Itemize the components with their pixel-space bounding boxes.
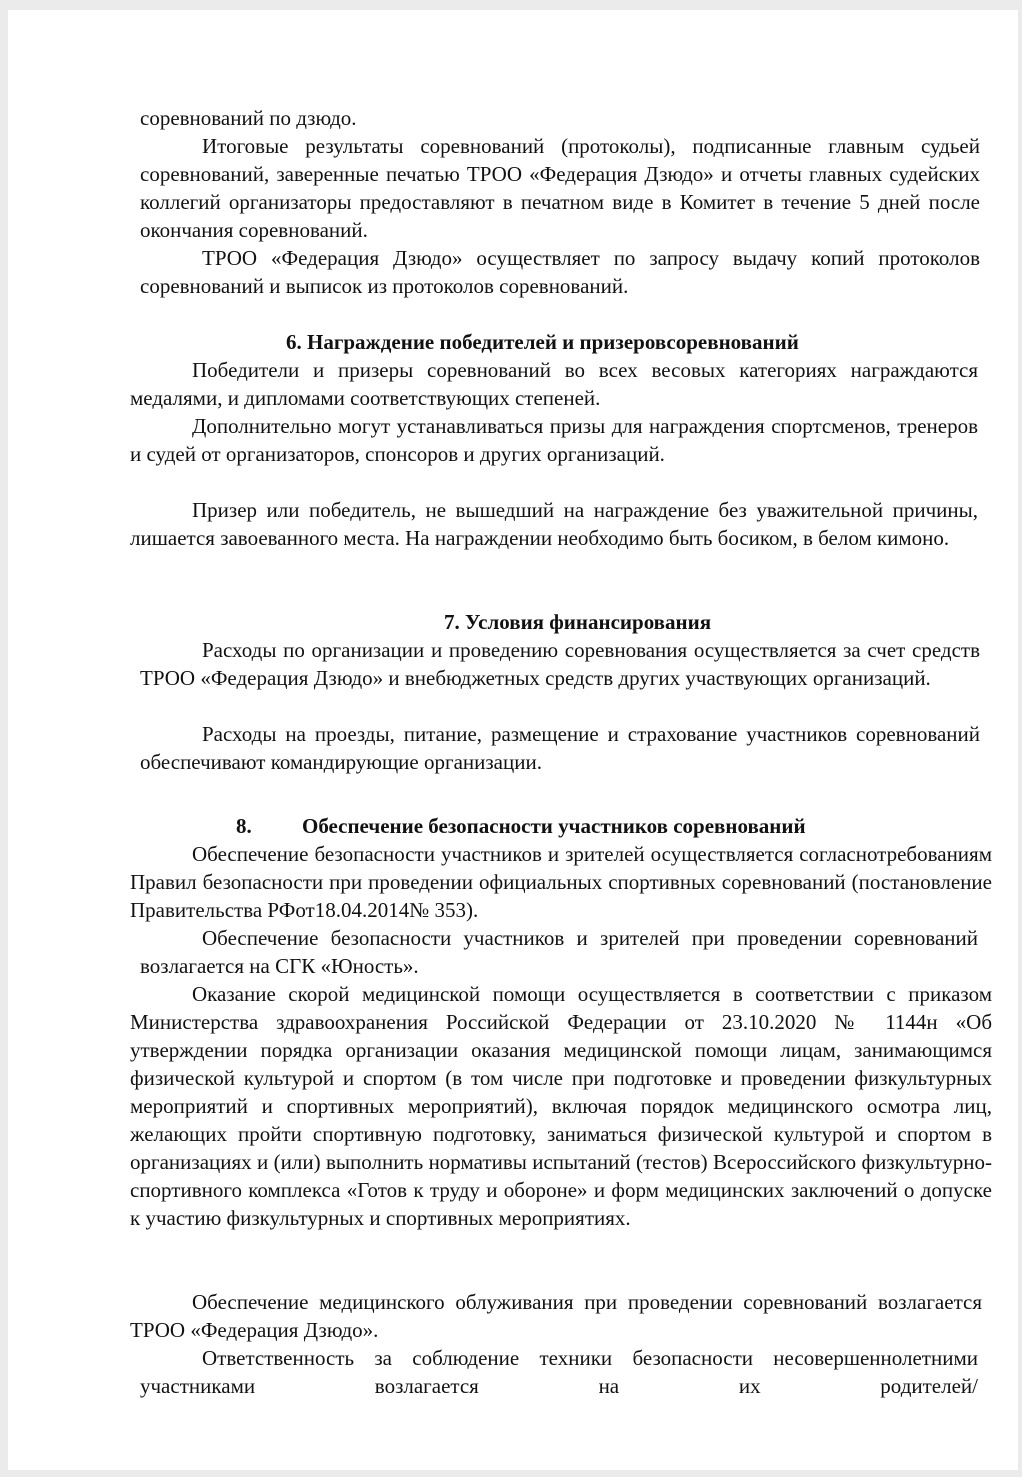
section-6-heading: 6. Награждение победителей и призеровсоревнований	[286, 330, 799, 354]
section-7-heading: 7. Условия финансирования	[444, 610, 712, 634]
paragraph-intro-continuation: соревнований по дзюдо.	[140, 106, 357, 130]
section-8-title: Обеспечение безопасности участников соревнований	[302, 814, 806, 838]
paragraph-medical-service: Обеспечение медицинского облуживания при проведении соревнований возлагается ТРОО «Федерация Дзюдо».	[130, 1290, 982, 1342]
section-8-number: 8.	[236, 814, 252, 838]
paragraph-awards-medals: Победители и призеры соревнований во всех весовых категориях награждаются медалями, и дипломами соответствующих степеней.	[130, 358, 978, 410]
paragraph-safety-responsibility: Обеспечение безопасности участников и зрителей при проведении соревнований возлагается на СГК «Юность».	[140, 926, 978, 978]
paragraph-funding: Расходы по организации и проведению соревнования осуществляется за счет средств ТРОО «Федерация Дзюдо» и внебюджетных средств других участвующих организаций.	[140, 638, 980, 690]
paragraph-safety-rules: Обеспечение безопасности участников и зрителей осуществляется согласнотребованиям Правил безопасности при проведении официальных спортивных соревнований (постановление Правительства РФот18.04.2014№ 353).	[130, 842, 992, 922]
paragraph-protocols: Итоговые результаты соревнований (протоколы), подписанные главным судьей соревнований, заверенные печатью ТРОО «Федерация Дзюдо» и отчеты главных судейских коллегий организаторы предоставляют в печатном виде в Комитет в течение 5 дней после окончания соревнований.	[140, 134, 980, 242]
paragraph-award-absence: Призер или победитель, не вышедший на награждение без уважительной причины, лишается завоеванного места. На награждении необходимо быть босиком, в белом кимоно.	[130, 498, 978, 550]
document-page	[8, 10, 1018, 1470]
section-8-heading	[236, 812, 806, 840]
paragraph-medical-aid: Оказание скорой медицинской помощи осуществляется в соответствии с приказом Министерства здравоохранения Российской Федерации от 23.10.2020 № 1144н «Об утверждении порядка организации оказания медицинской помощи лицам, занимающимся физической культурой и спортом (в том числе при подготовке и проведении физкультурных мероприятий и спортивных мероприятий), включая порядок медицинского осмотра лиц, желающих пройти спортивную подготовку, заниматься физической культурой и спортом в организациях и (или) выполнить нормативы испытаний (тестов) Всероссийского физкультурно-спортивного комплекса «Готов к труду и обороне» и форм медицинских заключений о допуске к участию физкультурных и спортивных мероприятиях.	[130, 982, 992, 1230]
paragraph-travel-expenses: Расходы на проезды, питание, размещение и страхование участников соревнований обеспечивают командирующие организации.	[140, 722, 980, 774]
paragraph-minors-responsibility: Ответственность за соблюдение техники безопасности несовершеннолетними участниками возлагается на их родителей/	[140, 1346, 978, 1398]
paragraph-additional-prizes: Дополнительно могут устанавливаться призы для награждения спортсменов, тренеров и судей от организаторов, спонсоров и других организаций.	[130, 414, 978, 466]
paragraph-protocol-copies: ТРОО «Федерация Дзюдо» осуществляет по запросу выдачу копий протоколов соревнований и выписок из протоколов соревнований.	[140, 246, 980, 298]
